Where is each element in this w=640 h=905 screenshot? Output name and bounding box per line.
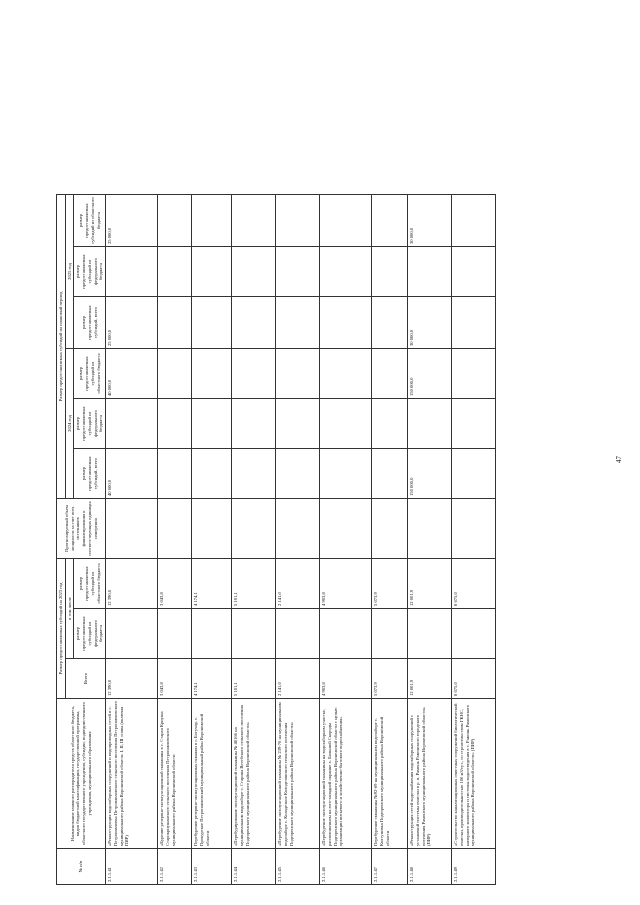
- cell-t24: [192, 449, 232, 499]
- cell-f24: [452, 399, 496, 449]
- cell-fed: [106, 609, 158, 659]
- cell-f25: [408, 247, 452, 297]
- table-row: [192, 195, 232, 885]
- header-name: Наименование главного распорядителя средств областного бюджета, видов бюджетной классификации, государственной программы, областного государственного учреждения, субсидии, подведомственного учреждения, муниципального образования: [57, 699, 106, 849]
- cell-obl: 12 390,0: [106, 559, 158, 609]
- cell-forecast: [276, 499, 320, 559]
- cell-total: 8 675,0: [452, 659, 496, 699]
- cell-o24: [192, 349, 232, 399]
- table-row: [452, 195, 496, 885]
- cell-no: 2.1.1.45: [276, 849, 320, 885]
- header-2024: 2024 год: [65, 349, 74, 499]
- table-row: [372, 195, 408, 885]
- cell-f24: [106, 399, 158, 449]
- cell-obl: 4 903,8: [320, 559, 372, 609]
- cell-total: 2 141,0: [276, 659, 320, 699]
- cell-obl: 12 001,9: [408, 559, 452, 609]
- cell-f24: [372, 399, 408, 449]
- header-fed-2025: размер предоставляемых субсидий из федерального бюджета: [74, 247, 106, 297]
- table-body: [106, 195, 496, 885]
- cell-t25: [452, 297, 496, 349]
- cell-t24: 40 000,0: [106, 449, 158, 499]
- header-obl-2023: размер предоставляемых субсидий из областного бюджета: [74, 559, 106, 609]
- cell-obl: 4 174,1: [192, 559, 232, 609]
- cell-o24: [372, 349, 408, 399]
- cell-t25: 30 000,0: [408, 297, 452, 349]
- cell-no: 2.1.1.48: [408, 849, 452, 885]
- header-size-2023: Размер предоставляемых субсидий на 2023 год: [57, 559, 66, 699]
- cell-no: 2.1.1.46: [320, 849, 372, 885]
- cell-fed: [192, 609, 232, 659]
- cell-f25: [276, 247, 320, 297]
- cell-f24: [320, 399, 372, 449]
- cell-name: Перебурение резервно-эксплуатационных скважин в г. Богучар, с. Прокурское Петропавловский муниципальный район Воронежской области: [192, 699, 232, 849]
- page-number: 47: [615, 456, 623, 463]
- cell-t25: [158, 297, 192, 349]
- table-row: [408, 195, 452, 885]
- cell-f25: [320, 247, 372, 297]
- cell-total: 4 903,8: [320, 659, 372, 699]
- cell-t24: [276, 449, 320, 499]
- cell-t25: [320, 297, 372, 349]
- cell-fed: [320, 609, 372, 659]
- cell-o25: [276, 195, 320, 247]
- cell-no: 2.1.1.43: [192, 849, 232, 885]
- header-2025: 2025 год: [65, 195, 74, 349]
- cell-f25: [106, 247, 158, 297]
- header-total: Всего: [65, 659, 105, 699]
- cell-forecast: [372, 499, 408, 559]
- cell-o25: [452, 195, 496, 247]
- cell-name: «Реконструкция водозаборных сооружений и водопроводных сетей в с. Петропавловка Петропавловского сельского поселения Петропавловского муниципального района Воронежской области. I, II, III этапы (включая ПИР): [106, 699, 158, 849]
- cell-obl: 5 101,1: [232, 559, 276, 609]
- cell-total: 4 174,1: [192, 659, 232, 699]
- cell-no: 2.1.1.49: [452, 849, 496, 885]
- cell-forecast: [192, 499, 232, 559]
- cell-total: 12 001,9: [408, 659, 452, 699]
- cell-t25: 25 000,0: [106, 297, 158, 349]
- cell-no: 2.1.1.47: [372, 849, 408, 885]
- cell-f25: [372, 247, 408, 297]
- cell-total: 5 101,1: [232, 659, 276, 699]
- cell-t25: [276, 297, 320, 349]
- cell-o24: [232, 349, 276, 399]
- cell-o25: [158, 195, 192, 247]
- cell-forecast: [232, 499, 276, 559]
- table-row: [276, 195, 320, 885]
- cell-o24: 40 000,0: [106, 349, 158, 399]
- cell-no: 2.1.1.42: [158, 849, 192, 885]
- cell-o25: 30 000,0: [408, 195, 452, 247]
- header-fed-2023: размер предоставляемых субсидий из федерального бюджета: [74, 609, 106, 659]
- cell-o25: [320, 195, 372, 247]
- cell-t24: [232, 449, 276, 499]
- cell-t24: [372, 449, 408, 499]
- cell-obl: 5 073,9: [372, 559, 408, 609]
- cell-total: 3 043,8: [158, 659, 192, 699]
- cell-t24: 150 000,0: [408, 449, 452, 499]
- cell-o24: [276, 349, 320, 399]
- table-row: [158, 195, 192, 885]
- cell-fed: [372, 609, 408, 659]
- cell-forecast: [408, 499, 452, 559]
- cell-f24: [408, 399, 452, 449]
- cell-forecast: [106, 499, 158, 559]
- cell-o24: [452, 349, 496, 399]
- header-no: № п/п: [57, 849, 106, 885]
- cell-o24: [158, 349, 192, 399]
- cell-f25: [192, 247, 232, 297]
- header-obl-2025: размер предоставляемых субсидий из областного бюджета: [74, 195, 106, 247]
- cell-f24: [232, 399, 276, 449]
- cell-fed: [232, 609, 276, 659]
- cell-t24: [320, 449, 372, 499]
- header-fed-2024: размер предоставляемых субсидий из федерального бюджета: [74, 399, 106, 449]
- cell-obl: 3 043,8: [158, 559, 192, 609]
- cell-obl: 2 141,0: [276, 559, 320, 609]
- cell-forecast: [158, 499, 192, 559]
- header-obl-2024: размер предоставляемых субсидий из областного бюджета: [74, 349, 106, 399]
- cell-fed: [408, 609, 452, 659]
- cell-t24: [452, 449, 496, 499]
- cell-t24: [158, 449, 192, 499]
- cell-t25: [232, 297, 276, 349]
- cell-name: «Перебурирование эксплуатационной скважины № 40166 на муниципальном водозаборе с. Старина Ветебского сельского поселения Подгоренского муниципального района Воронежской области»: [232, 699, 276, 849]
- cell-f25: [158, 247, 192, 297]
- cell-o24: [320, 349, 372, 399]
- cell-f24: [276, 399, 320, 449]
- cell-o25: [192, 195, 232, 247]
- cell-o25: 25 000,0: [106, 195, 158, 247]
- header-plan: Размер предоставляемых субсидий на плановый период: [57, 195, 66, 499]
- cell-name: «Бурение резервно-эксплуатационной скважины в с. Старая Криуша Старокриушанского сельского поселения Петропавловского муниципального района Воронежской области: [158, 699, 192, 849]
- cell-o25: [232, 195, 276, 247]
- cell-o25: [372, 195, 408, 247]
- subsidy-table: [56, 194, 496, 885]
- cell-fed: [276, 609, 320, 659]
- cell-obl: 8 675,0: [452, 559, 496, 609]
- cell-forecast: [320, 499, 372, 559]
- header-forecast: Прогнозируемый объем мощности за счет всех источников финансирования в соответствующих единицах измерения: [57, 499, 106, 559]
- header-in-that: в том числе: [65, 559, 74, 659]
- table-row: [106, 195, 158, 885]
- cell-name: «Строительство канализационных очистных сооружений биологической очистки, производительностью 100 м3/сут., со строительством ГКНС, напорного коллектора и системы водоотведения в с. Рамонь Рамонского муниципального района Воронежской области» (ПИР): [452, 699, 496, 849]
- cell-name: «Реконструкция сетей водоснабжения водозаборных сооружений с установкой системы очистки в р. п. Рамонь Рамонского городского поселения Рамонского муниципального района Воронежской области» (ПИР): [408, 699, 452, 849]
- cell-total: 12 390,0: [106, 659, 158, 699]
- cell-name: «Перебурение эксплуатационной скважины № 239-76 на муниципальном водозаборе с. Колодезное Колодезянского сельского поселения Подгоренского муниципального района Воронежской области»: [276, 699, 320, 849]
- cell-f24: [158, 399, 192, 449]
- cell-t25: [192, 297, 232, 349]
- cell-f25: [452, 247, 496, 297]
- header-total-2024: размер предоставляемых субсидий, всего: [74, 449, 106, 499]
- cell-forecast: [452, 499, 496, 559]
- cell-fed: [158, 609, 192, 659]
- cell-no: 2.1.1.44: [232, 849, 276, 885]
- cell-o24: 150 000,0: [408, 349, 452, 399]
- cell-fed: [452, 609, 496, 659]
- cell-total: 5 073,9: [372, 659, 408, 699]
- cell-f24: [192, 399, 232, 449]
- cell-name: Перебурение скважины №92-69 на муниципальном водозаборе с. Колтуновка Подгоренского муниципального района Воронежской области: [372, 699, 408, 849]
- header-total-2025: размер предоставляемых субсидий, всего: [74, 297, 106, 349]
- cell-f25: [232, 247, 276, 297]
- table-row: [232, 195, 276, 885]
- table-row: [320, 195, 372, 885]
- cell-name: «Перебурение эксплуатационной скважины на водозаборном участке, расположенном на юго-западной окраине х. Большой Скороды Подгоренского муниципального района Воронежской области с целью организации питьевого и хозяйственно-бытового водоснабжения»: [320, 699, 372, 849]
- cell-t25: [372, 297, 408, 349]
- cell-no: 2.1.1.41: [106, 849, 158, 885]
